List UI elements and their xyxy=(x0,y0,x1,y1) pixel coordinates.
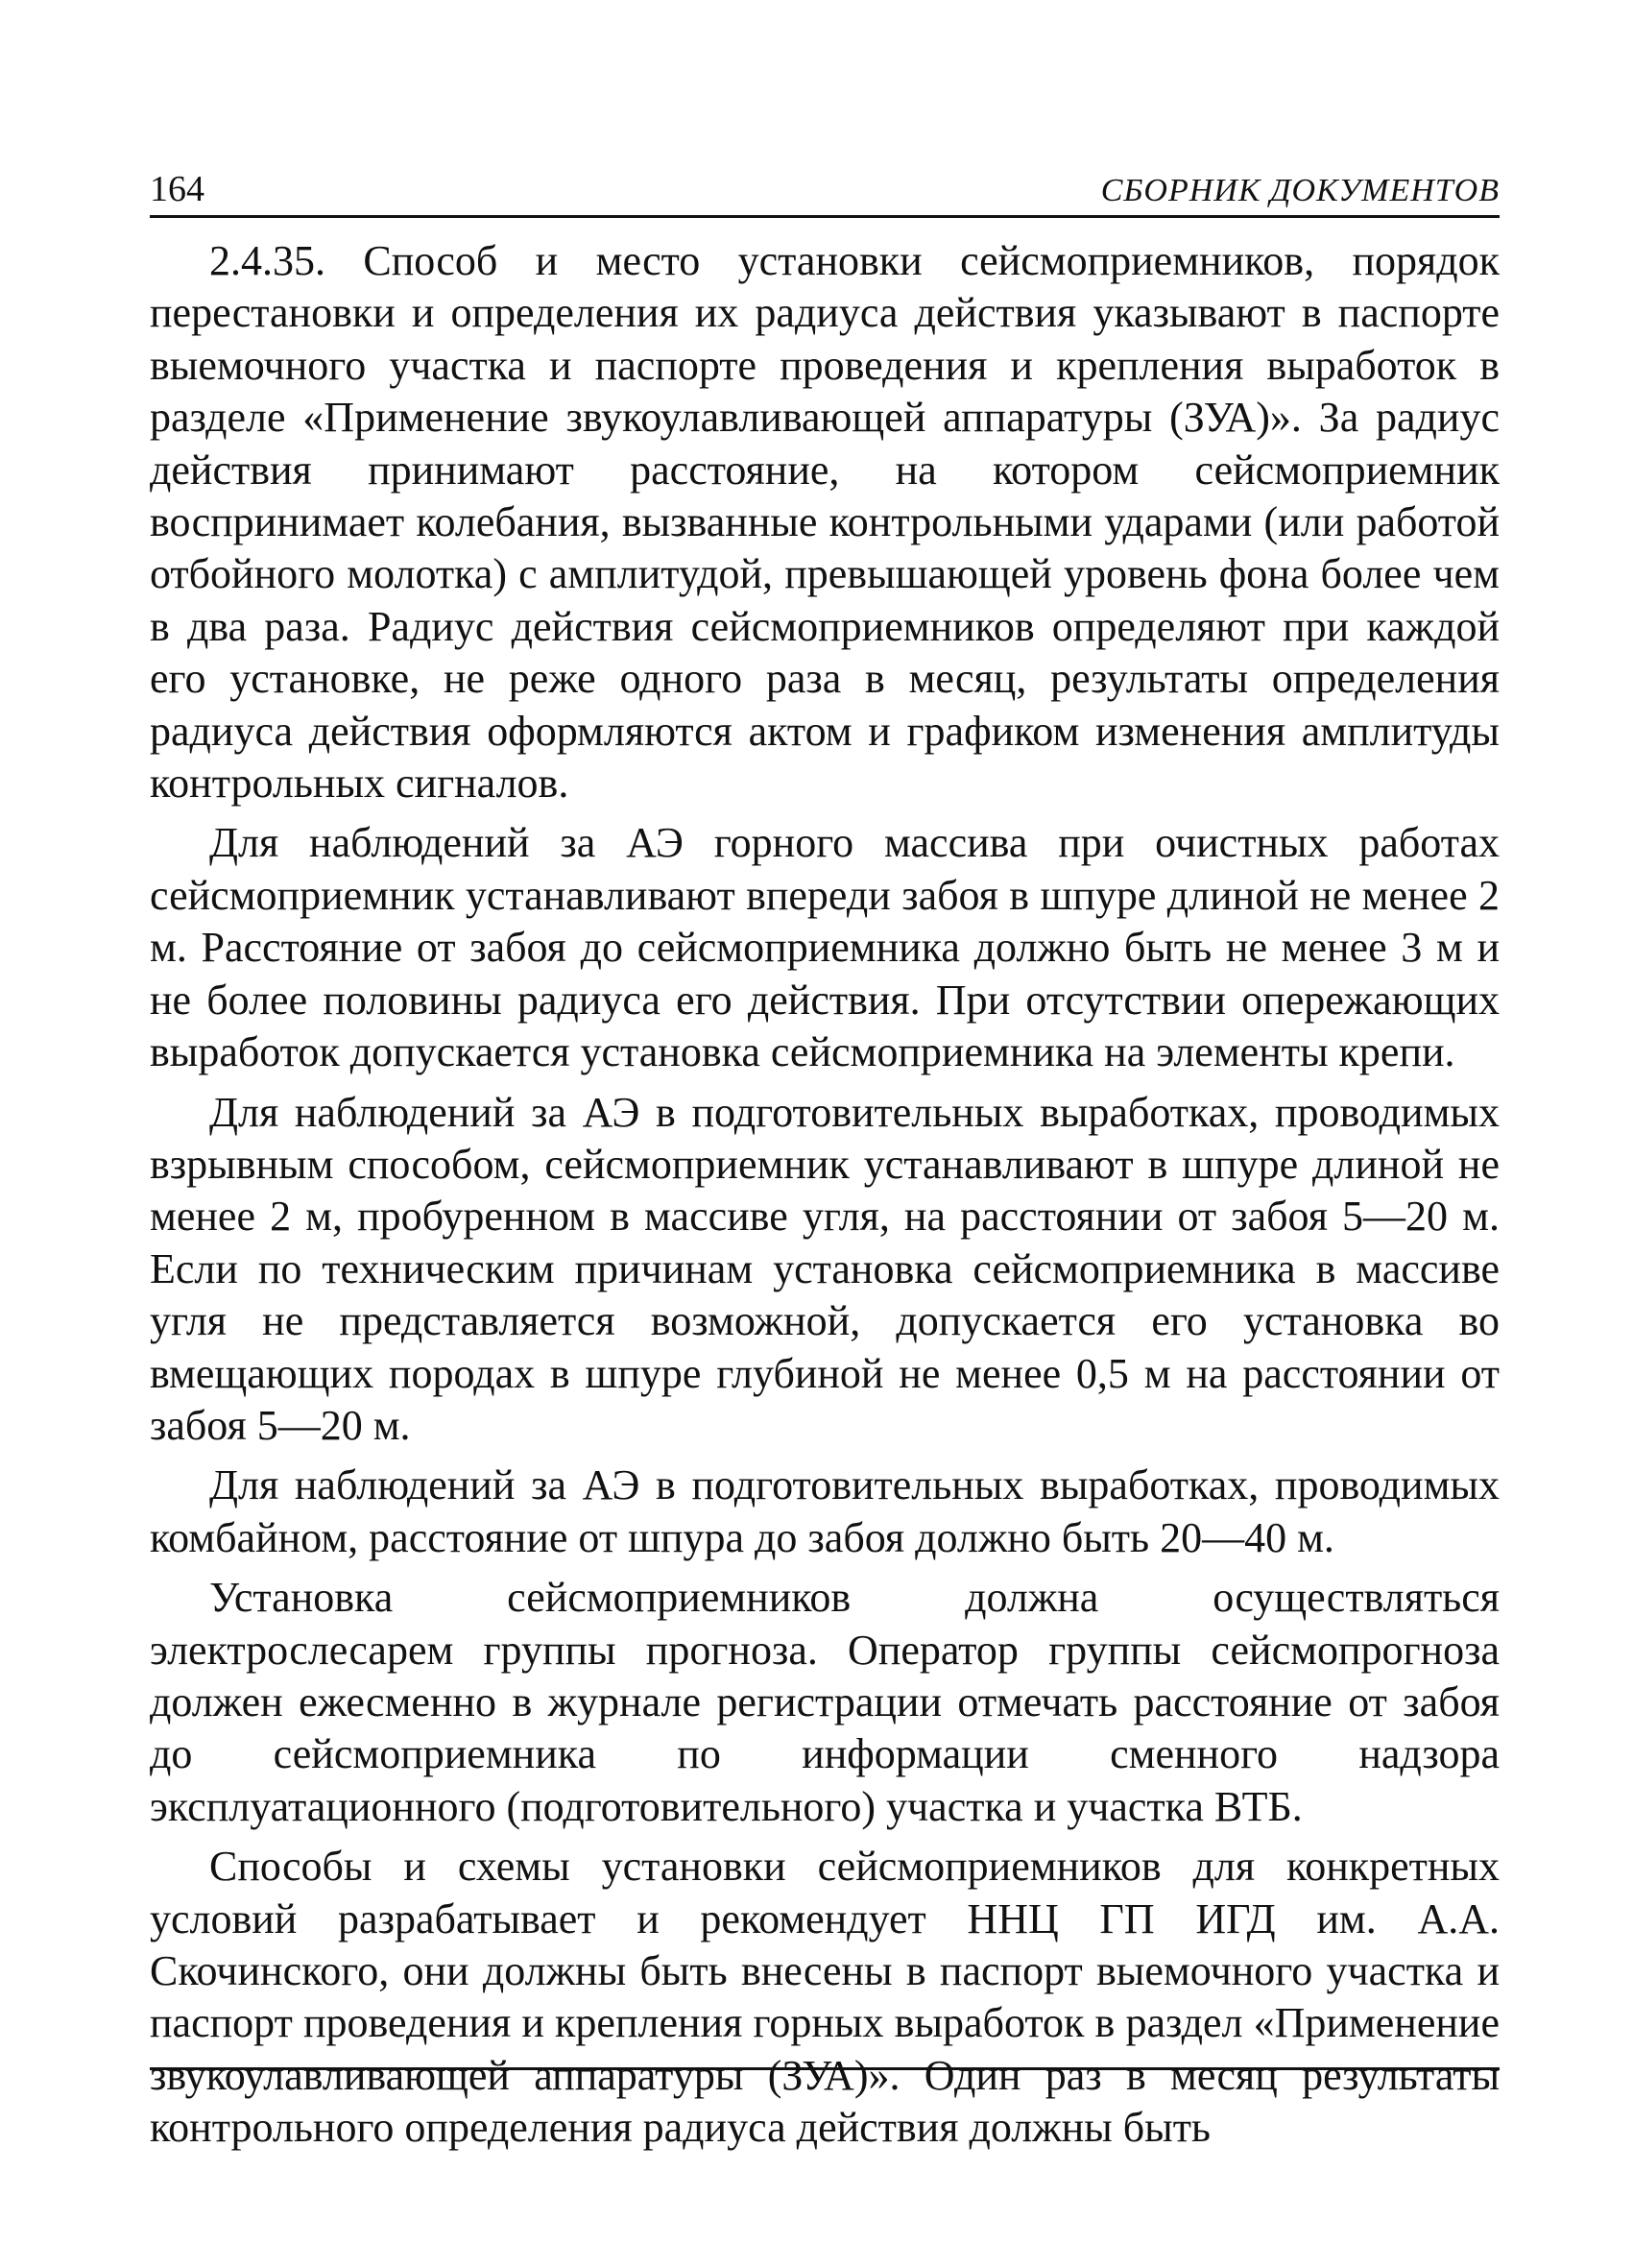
document-page xyxy=(150,161,1500,2162)
running-title: СБОРНИК ДОКУМЕНТОВ xyxy=(1100,173,1500,208)
body-text xyxy=(150,235,1500,2155)
paragraph-blasting-drifts: Для наблюдений за АЭ в подготовительных выработках, проводимых взрывным способом, сейсмоприемник устанавливают в шпуре длиной не менее 2 м, пробуренном в массиве угля, на расстоянии от забоя 5—20 м. Если по техническим причинам установка сейсмоприемника в массиве угля не представляется возможной, допускается его установка во вмещающих породах в шпуре глубиной не менее 0,5 м на расстоянии от забоя 5—20 м. xyxy=(150,1088,1500,1449)
paragraph-combine-drifts: Для наблюдений за АЭ в подготовительных выработках, проводимых комбайном, расстояние от шпура до забоя должно быть 20—40 м. xyxy=(150,1461,1500,1561)
paragraph-installation-duty: Установка сейсмоприемников должна осуществляться электрослесарем группы прогноза. Оператор группы сейсмопрогноза должен ежесменно в журнале регистрации отмечать расстояние от забоя до сейсмоприемника по информации сменного надзора эксплуатационного (подготовительного) участка и участка ВТБ. xyxy=(150,1574,1500,1830)
footer-rule xyxy=(150,2067,1500,2070)
paragraph-stope-observation: Для наблюдений за АЭ горного массива при очистных работах сейсмоприемник устанавливают впереди забоя в шпуре длиной не менее 2 м. Расстояние от забоя до сейсмоприемника должно быть не менее 3 м и не более половины радиуса его действия. При отсутствии опережающих выработок допускается установка сейсмоприемника на элементы крепи. xyxy=(150,819,1500,1076)
paragraph-2-4-35: 2.4.35. Способ и место установки сейсмоприемников, порядок перестановки и определения их радиуса действия указывают в паспорте выемочного участка и паспорте проведения и крепления выработок в разделе «Применение звукоулавливающей аппаратуры (ЗУА)». За радиус действия принимают расстояние, на котором сейсмоприемник воспринимает колебания, вызванные контрольными ударами (или работой отбойного молотка) с амплитудой, превышающей уровень фона более чем в два раза. Радиус действия сейсмоприемников определяют при каждой его установке, не реже одного раза в месяц, результаты определения радиуса действия оформляются актом и графиком изменения амплитуды контрольных сигналов. xyxy=(150,237,1500,808)
page-number: 164 xyxy=(150,169,204,209)
paragraph-installation-schemes: Способы и схемы установки сейсмоприемников для конкретных условий разрабатывает и рекомендует ННЦ ГП ИГД им. А.А. Скочинского, они должны быть внесены в паспорт выемочного участка и паспорт проведения и крепления горных выработок в раздел «Применение звукоулавливающей аппаратуры (ЗУА)». Один раз в месяц результаты контрольного определения радиуса действия должны быть xyxy=(150,1843,1500,2152)
running-header xyxy=(150,161,1500,218)
